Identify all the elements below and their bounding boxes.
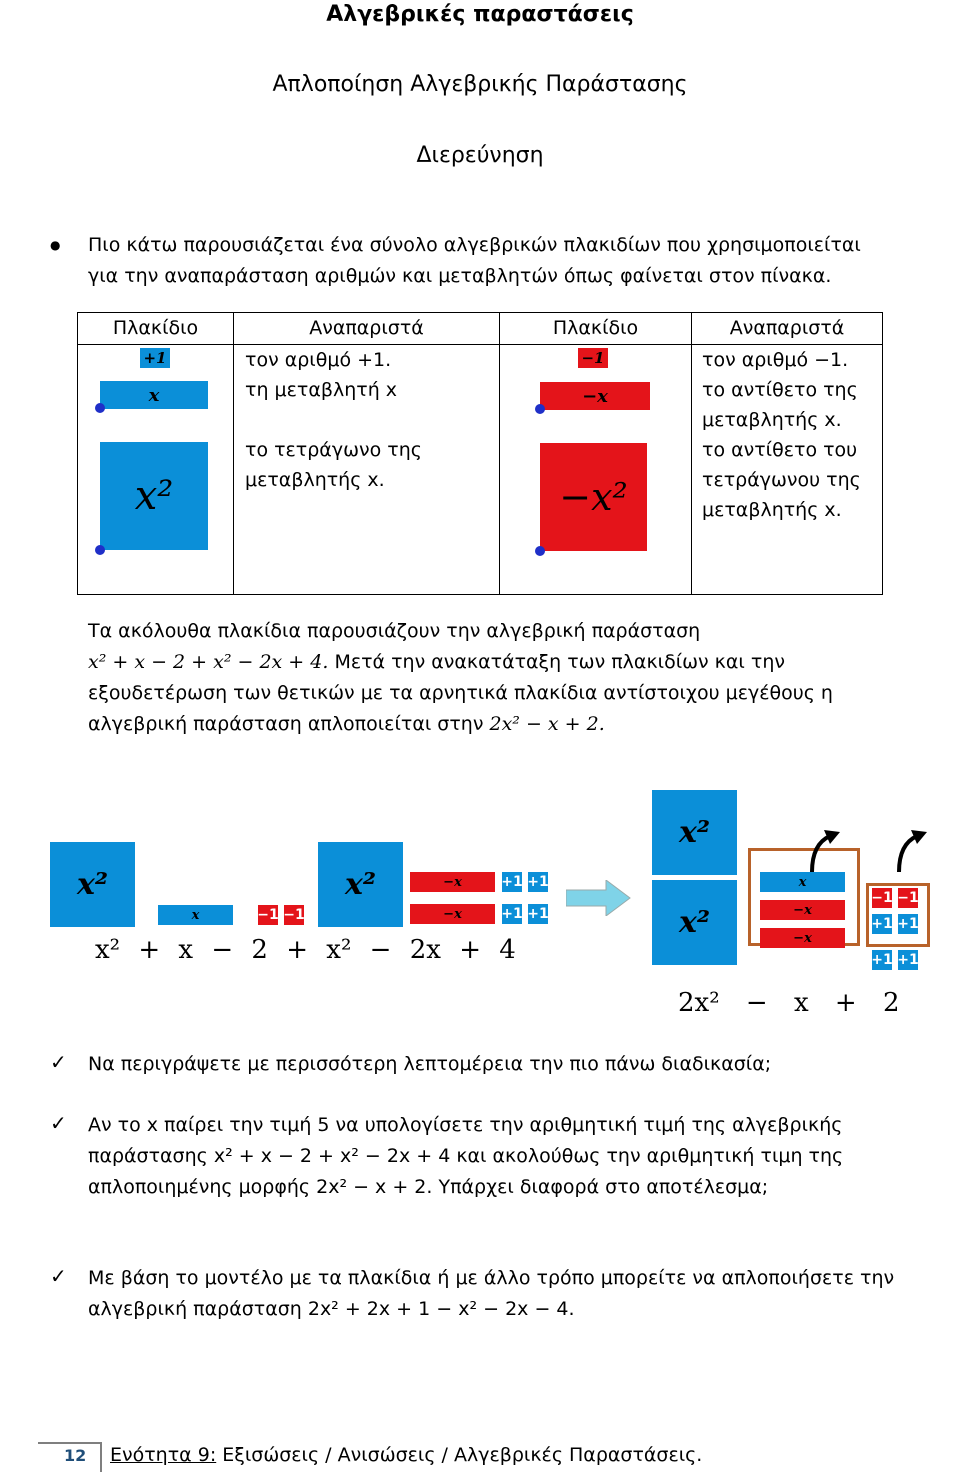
fig-left-neg1-b: −1 [283,907,305,923]
footer-unit: Ενότητα 9: [110,1444,217,1466]
fig-right-x: x [760,872,845,892]
fig-right-one-1: +1 [871,916,893,932]
cap-term: 2 [882,988,900,1018]
question-3-line-2: αλγεβρική παράσταση 2x² + 2x + 1 − x² − 2x − 4. [88,1298,575,1320]
tile-minus-one: −1 [578,348,608,368]
explain-line-4 [88,709,605,740]
question-2-line-3: απλοποιημένης μορφής 2x² − x + 2. Υπάρχει διαφορά στο αποτέλεσμα; [88,1176,769,1198]
chapter-title: Αλγεβρικές παραστάσεις [326,2,634,27]
remove-arrow-icon [895,828,929,876]
cap-term: x [178,935,194,965]
fig-left-caption [95,935,516,965]
footer-text: Εξισώσεις / Ανισώσεις / Αλγεβρικές Παραστάσεις. [216,1444,703,1466]
intro-line-2: για την αναπαράσταση αριθμών και μεταβλητών όπως φαίνεται στον πίνακα. [88,265,832,287]
header-tile-left: Πλακίδιο [78,313,234,345]
repr-x2-line1: το τετράγωνο της [245,439,422,461]
checkmark-icon: ✓ [50,1111,67,1135]
fig-right-negx-2: −x [760,928,845,948]
cap-op: + [459,935,481,965]
repr-neg-x2-line2: τετράγωνου της [702,469,861,491]
question-2-line-2: παράστασης x² + x − 2 + x² − 2x + 4 και ακολούθως την αριθμητική τιμη της [88,1145,844,1167]
fig-left-one-3: +1 [501,906,523,922]
cap-term: 4 [499,935,516,965]
repr-cell-right [692,345,883,595]
tile-x-squared: x² [100,442,208,550]
cap-op: + [138,935,161,965]
cap-op: + [286,935,309,965]
section-title: Απλοποίηση Αλγεβρικής Παράστασης [272,72,688,97]
explain-line-2 [88,647,785,678]
cap-term: x² [95,935,121,965]
fig-right-x2-1: x² [652,790,737,875]
fig-right-one-3: +1 [871,952,893,968]
tile-dot [535,546,545,556]
fig-right-one-2: +1 [897,916,919,932]
cap-term: 2x² [678,988,720,1018]
fig-right-one-4: +1 [897,952,919,968]
header-tile-right: Πλακίδιο [500,313,692,345]
repr-x2-line2: μεταβλητής x. [245,469,385,491]
tile-dot [95,403,105,413]
checkmark-icon: ✓ [50,1264,67,1288]
header-repr-right: Αναπαριστά [692,313,883,345]
tile-dot [95,545,105,555]
tile-plus-one: +1 [140,348,170,368]
intro-line-1: Πιο κάτω παρουσιάζεται ένα σύνολο αλγεβρικών πλακιδίων που χρησιμοποιείται [88,234,861,256]
fig-left-x2-2: x² [318,842,403,927]
header-repr-left: Αναπαριστά [234,313,500,345]
bullet-icon: ● [50,238,61,252]
tile-dot [535,404,545,414]
repr-neg-x-line1: το αντίθετο της [702,379,858,401]
explain-text: Μετά την ανακατάταξη των πλακιδίων και την [328,651,785,673]
question-2-line-1: Αν το x παίρει την τιμή 5 να υπολογίσετε την αριθμητική τιμή της αλγεβρικής [88,1114,843,1136]
cap-op: − [369,935,392,965]
subsection-title: Διερεύνηση [416,143,544,168]
fig-left-x2-1: x² [50,842,135,927]
repr-cell-left [234,345,500,595]
cap-op: + [834,988,857,1018]
fig-right-neg1-a: −1 [871,890,893,906]
tile-neg-x-squared: −x² [540,443,647,551]
fig-left-one-4: +1 [527,906,549,922]
tile-x: x [100,381,208,409]
cap-term: x [793,988,809,1018]
explain-expr-2: 2x² − x + 2. [489,713,605,735]
fig-left-one-2: +1 [527,874,549,890]
explain-expr: x² + x − 2 + x² − 2x + 4. [88,651,329,673]
footer-title [110,1444,702,1466]
fig-right-negx-1: −x [760,900,845,920]
fig-right-caption [678,988,900,1018]
checkmark-icon: ✓ [50,1050,67,1074]
explain-line-1: Τα ακόλουθα πλακίδια παρουσιάζουν την αλγεβρική παράσταση [88,620,701,642]
repr-neg-x2-line1: το αντίθετο του [702,439,858,461]
repr-minus-one: τον αριθμό −1. [702,349,849,371]
repr-x: τη μεταβλητή x [245,379,398,401]
question-3-line-1: Με βάση το μοντέλο με τα πλακίδια ή με άλλο τρόπο μπορείτε να απλοποιήσετε την [88,1267,895,1289]
repr-neg-x2-line3: μεταβλητής x. [702,499,842,521]
fig-left-negx-2: −x [410,904,495,924]
footer-divider [100,1442,102,1472]
cap-term: x² [326,935,352,965]
cap-term: 2x [409,935,441,965]
explain-line-3: εξουδετέρωση των θετικών με τα αρνητικά πλακίδια αντίστοιχου μεγέθους η [88,682,833,704]
fig-left-x: x [158,905,233,925]
cap-term: 2 [251,935,268,965]
fig-left-neg1-a: −1 [257,907,279,923]
fig-left-negx-1: −x [410,872,495,892]
repr-plus-one: τον αριθμό +1. [245,349,392,371]
transform-arrow-icon [566,880,632,916]
fig-left-one-1: +1 [501,874,523,890]
fig-right-neg1-b: −1 [897,890,919,906]
explain-text-2: αλγεβρική παράσταση απλοποιείται στην [88,713,490,735]
repr-neg-x-line2: μεταβλητής x. [702,409,842,431]
question-1: Να περιγράψετε με περισσότερη λεπτομέρεια την πιο πάνω διαδικασία; [88,1053,772,1075]
fig-right-x2-2: x² [652,880,737,965]
cap-op: − [745,988,768,1018]
remove-arrow-icon [808,828,842,876]
tile-neg-x: −x [540,382,650,410]
page-number: 12 [64,1446,87,1465]
cap-op: − [211,935,234,965]
footer-rule [38,1442,100,1444]
